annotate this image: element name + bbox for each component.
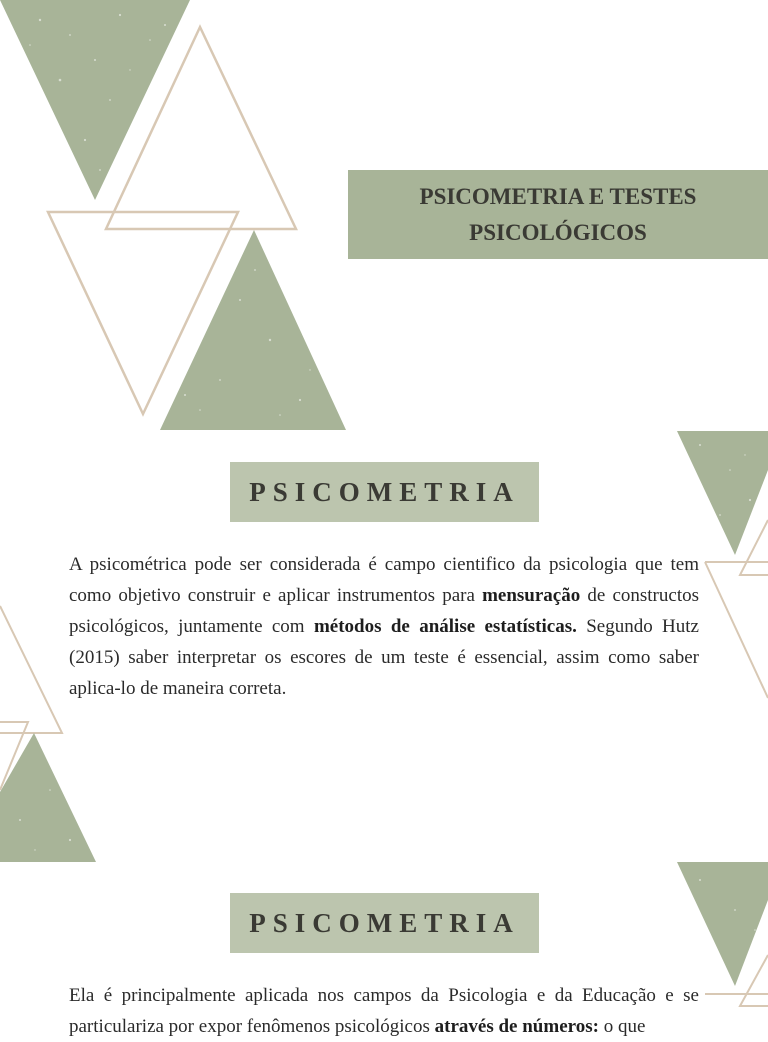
page-title-line-1: PSICOMETRIA E TESTES [419,183,697,209]
paragraph-text: de constructos psicológicos, juntamente com [69,585,699,637]
section-heading-1-text: PSICOMETRIA [249,476,520,507]
paragraph-text: Ela é principalmente aplicada nos campos da Psicologia e da Educação e se particulariza por expor fenômenos psicológicos [69,985,699,1037]
paragraph-text: o que [598,1016,646,1037]
triangle-filled-right-2 [677,862,768,986]
triangle-filled-right-1 [677,431,768,555]
paragraph-text: A psicométrica pode ser considerada é campo cientifico da psicologia que tem como objetivo construir e aplicar instrumentos para [69,554,699,606]
section-1-paragraph [69,549,699,704]
section-2-paragraph [69,980,699,1042]
triangle-filled-middle [160,230,346,430]
paragraph-text: Segundo Hutz (2015) saber interpretar os escores de um teste é essencial, assim como saber aplica-lo de maneira correta. [69,616,699,699]
section-heading-2 [230,893,539,953]
triangle-filled-left [0,733,96,862]
paragraph-bold-text: métodos de análise estatísticas. [313,616,577,637]
triangle-filled-top-left [0,0,190,200]
triangle-outline-right-4 [740,955,768,1006]
section-heading-2-text: PSICOMETRIA [249,907,520,938]
triangle-outline-left-1 [0,606,62,733]
triangle-outline-right-3 [705,562,768,698]
page-title-box [348,170,768,259]
section-heading-1 [230,462,539,522]
paragraph-bold-text: através de números: [434,1016,599,1037]
page-title-line-2: PSICOLÓGICOS [469,219,647,245]
paragraph-bold-text: mensuração [482,585,581,606]
